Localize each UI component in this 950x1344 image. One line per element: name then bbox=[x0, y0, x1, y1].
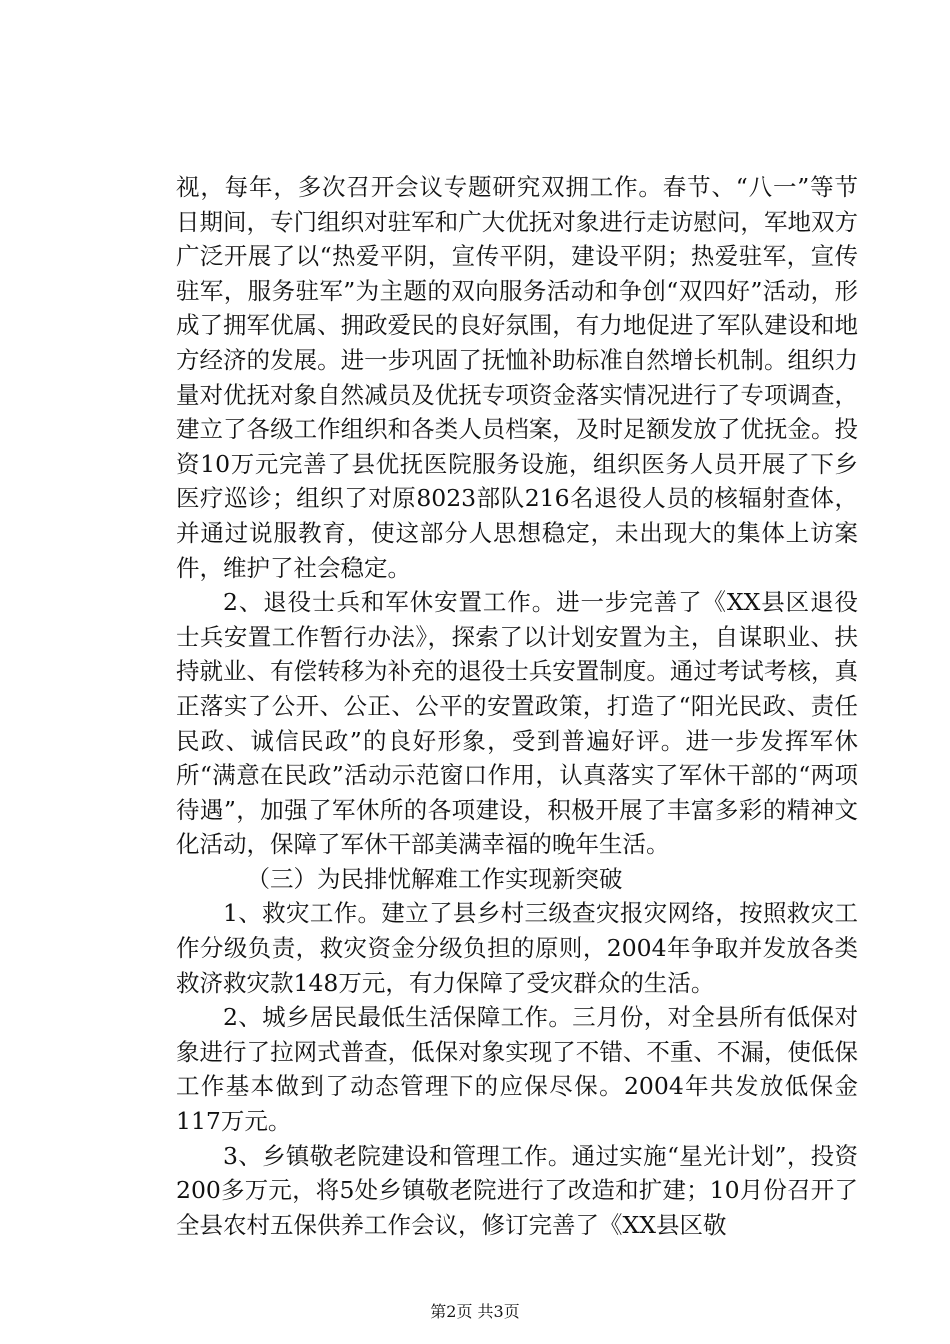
document-body bbox=[176, 170, 858, 1242]
paragraph-nursing-home: 3、乡镇敬老院建设和管理工作。通过实施“星光计划”，投资200多万元，将5处乡镇敬老院进行了改造和扩建；10月份召开了全县农村五保供养工作会议，修订完善了《XX县区敬 bbox=[176, 1141, 858, 1239]
paragraph-veteran-placement: 2、退役士兵和军休安置工作。进一步完善了《XX县区退役士兵安置工作暂行办法》，探索了以计划安置为主，自谋职业、扶持就业、有偿转移为补充的退役士兵安置制度。通过考试考核，真正落实了公开、公正、公平的安置政策，打造了“阳光民政、责任民政、诚信民政”的良好形象，受到普遍好评。进一步发挥军休所“满意在民政”活动示范窗口作用，认真落实了军休干部的“两项待遇”，加强了军休所的各项建设，积极开展了丰富多彩的精神文化活动，保障了军休干部美满幸福的晚年生活。 bbox=[176, 588, 858, 859]
paragraph-continuation: 视，每年，多次召开会议专题研究双拥工作。春节、“八一”等节日期间，专门组织对驻军和广大优抚对象进行走访慰问，军地双方广泛开展了以“热爱平阴，宣传平阴，建设平阴；热爱驻军，宣传驻军，服务驻军”为主题的双向服务活动和争创“双四好”活动，形成了拥军优属、拥政爱民的良好氛围，有力地促进了军队建设和地方经济的发展。进一步巩固了抚恤补助标准自然增长机制。组织力量对优抚对象自然减员及优抚专项资金落实情况进行了专项调查，建立了各级工作组织和各类人员档案，及时足额发放了优抚金。投资10万元完善了县优抚医院服务设施，组织医务人员开展了下乡医疗巡诊；组织了对原8023部队216名退役人员的核辐射查体，并通过说服教育，使这部分人思想稳定，未出现大的集体上访案件，维护了社会稳定。 bbox=[176, 173, 858, 582]
section-heading: （三）为民排忧解难工作实现新突破 bbox=[246, 864, 623, 893]
paragraph-disaster-relief: 1、救灾工作。建立了县乡村三级查灾报灾网络，按照救灾工作分级负责，救灾资金分级负担的原则，2004年争取并发放各类救济救灾款148万元，有力保障了受灾群众的生活。 bbox=[176, 899, 858, 997]
page-number-footer: 第2页 共3页 bbox=[430, 1302, 520, 1321]
paragraph-minimum-living-guarantee: 2、城乡居民最低生活保障工作。三月份，对全县所有低保对象进行了拉网式普查，低保对象实现了不错、不重、不漏，使低保工作基本做到了动态管理下的应保尽保。2004年共发放低保金117万元。 bbox=[176, 1003, 858, 1136]
